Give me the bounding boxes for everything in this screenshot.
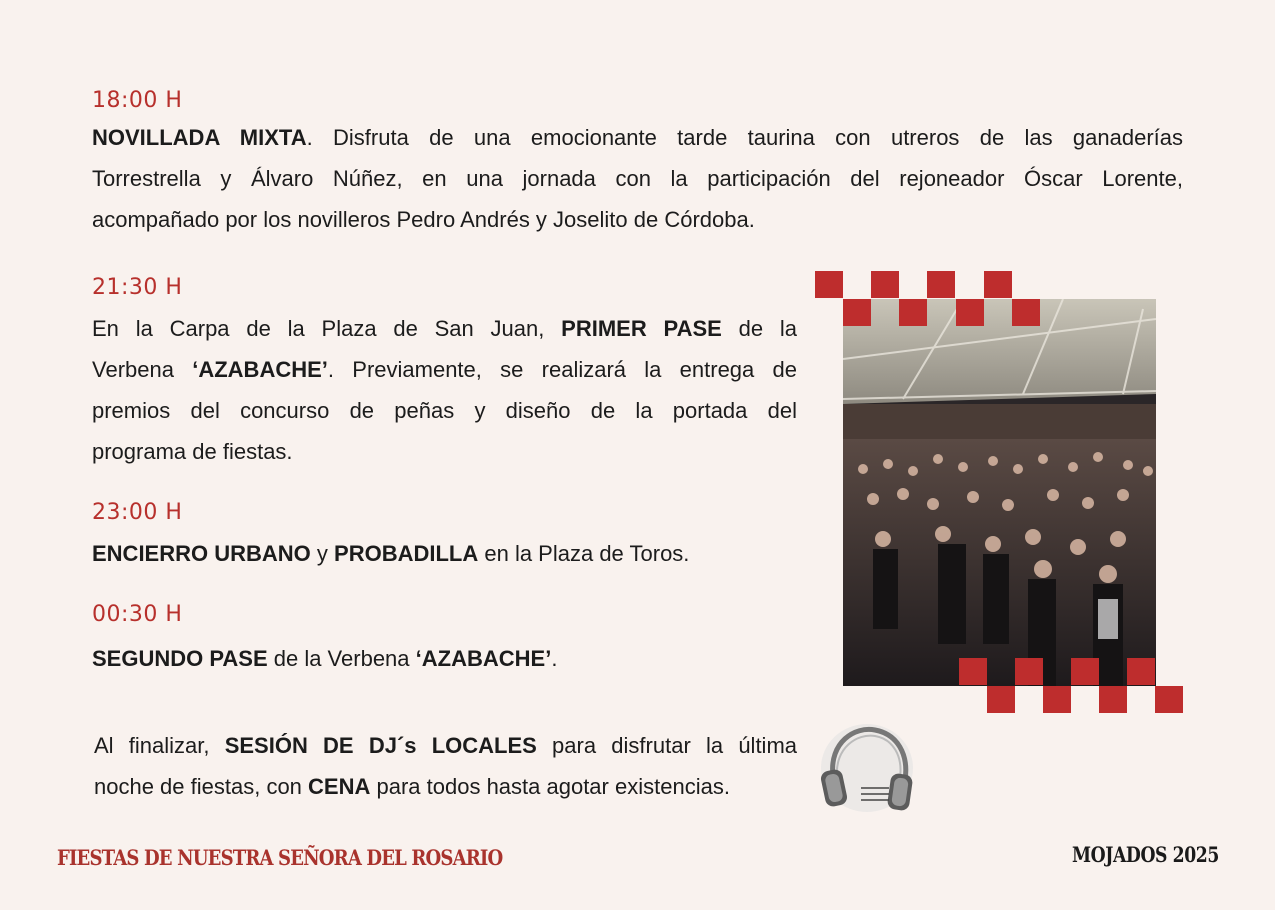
closing-rest2: para todos hasta agotar existencias. — [370, 774, 730, 799]
item-primer-pase — [92, 308, 797, 472]
primer-pase-rest: . Previamente, se realizará la entrega de — [327, 357, 798, 382]
item-encierro — [92, 533, 892, 574]
checker-square — [871, 271, 899, 298]
probadilla-title: PROBADILLA — [334, 541, 479, 566]
closing-pre2: noche de fiestas, con — [94, 774, 309, 799]
checker-square — [984, 271, 1012, 298]
segundo-pase-line — [92, 638, 892, 679]
closing-line1 — [94, 725, 797, 766]
azabache-name-2: ‘AZABACHE’ — [415, 646, 552, 671]
checker-square — [987, 686, 1015, 713]
closing-pre: Al finalizar, — [94, 733, 225, 758]
checker-square — [1015, 658, 1043, 685]
checker-square — [815, 271, 843, 298]
primer-pase-line2 — [92, 349, 797, 390]
checker-square — [899, 299, 927, 326]
primer-pase-pre: En la Carpa de la Plaza de San Juan, — [92, 316, 562, 341]
footer-event-name: FIESTAS DE NUESTRA SEÑORA DEL ROSARIO — [57, 845, 503, 870]
time-00-30: 00:30 H — [92, 602, 183, 627]
primer-pase-mid: de la — [721, 316, 797, 341]
primer-pase-line1 — [92, 308, 797, 349]
checker-square — [927, 271, 955, 298]
time-21-30: 21:30 H — [92, 275, 183, 300]
novillada-text1: . Disfruta de una emocionante tarde taurina con utreros de las ganaderías — [306, 125, 1184, 150]
item-segundo-pase — [92, 638, 892, 679]
headphones-icon — [815, 718, 915, 818]
item-novillada-line1 — [92, 117, 1183, 158]
item-novillada-line3: acompañado por los novilleros Pedro Andrés y Joselito de Córdoba. — [92, 207, 755, 232]
checker-square — [1043, 686, 1071, 713]
closing-line2 — [94, 766, 797, 807]
checker-square — [956, 299, 984, 326]
footer-town-year: MOJADOS 2025 — [1072, 842, 1219, 867]
item-novillada — [92, 117, 1183, 240]
checker-square — [1155, 686, 1183, 713]
primer-pase-line4: programa de fiestas. — [92, 439, 293, 464]
crowd-photo-art — [843, 299, 1156, 686]
cena-title: CENA — [308, 774, 371, 799]
dj-session-title: SESIÓN DE DJ´s LOCALES — [224, 733, 537, 758]
closing-rest1: para disfrutar la última — [536, 733, 797, 758]
time-18-00: 18:00 H — [92, 88, 183, 113]
checker-square — [1127, 658, 1155, 685]
time-23-00: 23:00 H — [92, 500, 183, 525]
segundo-pase-title: SEGUNDO PASE — [92, 646, 268, 671]
item-novillada-line2: Torrestrella y Álvaro Núñez, en una jornada con la participación del rejoneador Óscar Lorente, — [92, 166, 1183, 191]
encierro-line — [92, 533, 892, 574]
primer-pase-title: PRIMER PASE — [561, 316, 722, 341]
closing-note — [94, 725, 797, 807]
primer-pase-line3: premios del concurso de peñas y diseño de la portada del — [92, 398, 797, 423]
crowd-photo — [843, 299, 1156, 686]
checker-square — [959, 658, 987, 685]
checker-square — [1099, 686, 1127, 713]
checker-square — [1012, 299, 1040, 326]
azabache-name: ‘AZABACHE’ — [192, 357, 328, 382]
checker-square — [843, 299, 871, 326]
primer-pase-verbena: Verbena — [92, 357, 193, 382]
checker-square — [1071, 658, 1099, 685]
novillada-title: NOVILLADA MIXTA — [92, 125, 307, 150]
segundo-pase-rest: . — [551, 646, 558, 671]
encierro-mid: y — [310, 541, 335, 566]
segundo-pase-mid: de la Verbena — [267, 646, 416, 671]
encierro-title: ENCIERRO URBANO — [92, 541, 311, 566]
encierro-rest: en la Plaza de Toros. — [478, 541, 690, 566]
